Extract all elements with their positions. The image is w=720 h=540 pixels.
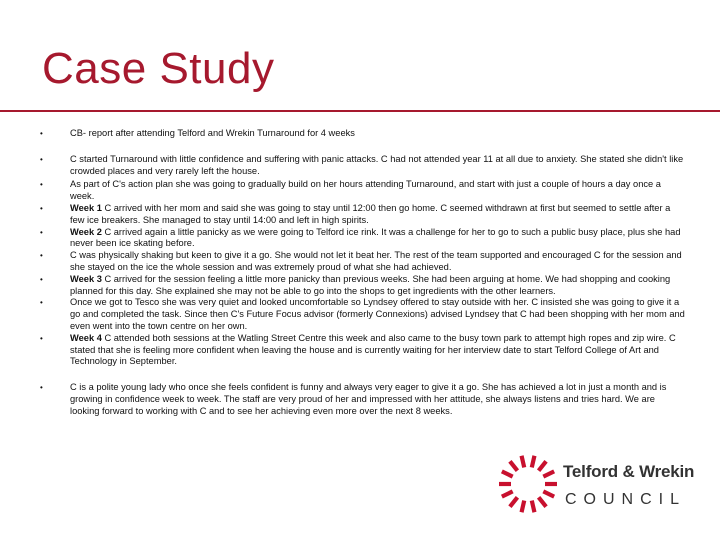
badge-bar [510, 461, 517, 470]
bullet-item: • C started Turnaround with little confidence and suffering with panic attacks. C had not attended year 11 at all due to anxiety. She stated she didn't like crowded places and very rarely left the house. [40, 154, 685, 178]
badge-bar [539, 461, 546, 470]
bullet-item: • Week 1 C arrived with her mom and said she was going to stay until 12:00 then go home. C seemed withdrawn at first but seemed to settle after a few ice breakers. She managed to stay until 14:00 and left in high spirits. [40, 203, 685, 227]
slide-title: Case Study [42, 44, 275, 93]
bullet-item: • Week 3 C arrived for the session feeling a little more panicky than previous weeks. She had been arguing at home. We had shopping and cooking planned for this day. She explained she may not be able to go into the shops to get ingredients with the other learners. [40, 274, 685, 298]
bullet-item: • Week 4 C attended both sessions at the Watling Street Centre this week and also came to the busy town park to attempt high ropes and zip wire. C stated that she is feeling more confident when leaving the house and is currently waiting for her interview date to start Telford College of Art and Technology in September. [40, 333, 685, 368]
badge-bar [532, 501, 535, 513]
logo-council: COUNCIL [565, 491, 687, 508]
badge-bar [543, 471, 554, 476]
bullet-item: • C is a polite young lady who once she feels confident is funny and always very eager to give it a go. She has achieved a lot in just a month and is growing in confidence week to week. The staff are very proud of her and impressed with her attitude, she always listens and tries hard. We are looking forward to working with C and to see her achieving even more over the next 8 weeks. [40, 382, 685, 417]
badge-bar [539, 497, 546, 506]
badge-bar [532, 456, 535, 468]
case-study-bullets [40, 128, 685, 418]
telford-wrekin-badge-icon [497, 453, 559, 515]
week-label: Week 3 [70, 273, 102, 284]
badge-bar [543, 491, 554, 496]
badge-bar [502, 471, 513, 476]
badge-bar [522, 501, 525, 513]
week-label: Week 1 [70, 202, 102, 213]
title-divider [0, 110, 720, 112]
badge-bar [522, 456, 525, 468]
week-label: Week 4 [70, 332, 102, 343]
bullet-item: • C was physically shaking but keen to give it a go. She would not let it beat her. The rest of the team supported and encouraged C for the session and she stayed on the ice the whole session and was extremely proud of what she had achieved. [40, 250, 685, 274]
bullet-item: • As part of C's action plan she was going to gradually build on her hours attending Turnaround, and start with just a couple of hours a day once a week. [40, 179, 685, 203]
bullet-item: • Once we got to Tesco she was very quiet and looked uncomfortable so Lyndsey offered to stay outside with her. C insisted she was going to give it a go and completed the task. Since then C's Future Focus advisor (formerly Connexions) advised Lyndsey that C had been shopping with her mom and even went into the town centre on her own. [40, 297, 685, 332]
bullet-item: • CB- report after attending Telford and Wrekin Turnaround for 4 weeks [40, 128, 685, 140]
telford-wrekin-council-logo [497, 453, 707, 525]
badge-bar [502, 491, 513, 496]
week-label: Week 2 [70, 226, 102, 237]
badge-bar [510, 497, 517, 506]
bullet-item: • Week 2 C arrived again a little panicky as we were going to Telford ice rink. It was a challenge for her to go to such a public busy place, plus she had never been ice skating before. [40, 227, 685, 251]
logo-name: Telford & Wrekin [563, 462, 695, 481]
